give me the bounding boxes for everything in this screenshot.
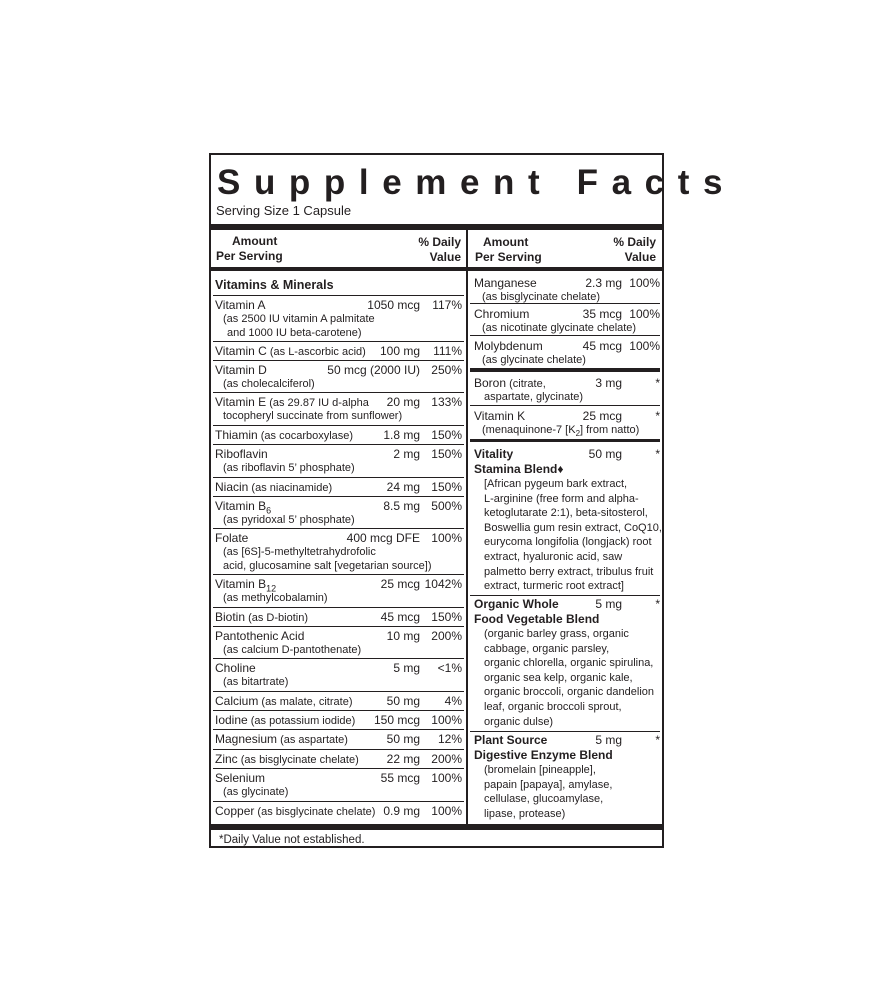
nutrient-name [215,610,308,625]
nutrient-name [215,752,359,767]
nutrient-name [215,531,248,545]
nutrient-source: (as bisglycinate chelate) [237,754,359,766]
blend-ingredient-line: organic broccoli, organic dandelion [484,686,654,699]
blend-row-organic [474,597,660,737]
nutrient-label: Riboflavin [215,447,268,461]
nutrient-detail: (as nicotinate glycinate chelate) [482,322,637,334]
nutrient-daily-value: 250% [431,363,462,377]
nutrient-daily-value: 100% [431,713,462,727]
nutrient-amount: 50 mcg (2000 IU) [327,363,420,377]
nutrient-name [474,307,529,321]
nutrient-label: Manganese [474,276,537,290]
blend-amount: 5 mg [595,733,622,747]
blend-title-line: Food Vegetable Blend [474,611,600,626]
right-dv-header [611,235,656,265]
nutrient-label: Vitamin C [215,344,267,358]
blend-ingredient-line: lipase, protease) [484,807,566,820]
nutrient-row-vite [215,395,462,425]
nutrient-amount: 10 mg [386,629,420,643]
panel-title: Supplement Facts [217,163,737,202]
blend-title [474,447,563,476]
left-amount-header [216,234,283,264]
blend-amount: 50 mg [588,447,622,461]
nutrient-source: (as malate, citrate) [258,696,353,708]
nutrient-daily-value: 200% [431,629,462,643]
blend-title-line: Plant Source [474,733,548,747]
nutrient-amount: 2 mg [393,447,420,461]
nutrient-row-panto [215,629,462,659]
nutrient-name [474,339,543,353]
column-divider [466,230,468,827]
nutrient-amount: 100 mg [379,344,420,358]
nutrient-row-vita [215,298,462,339]
nutrient-amount: 1.8 mg [383,428,420,442]
serving-size: Serving Size 1 Capsule [216,203,352,218]
blend-ingredient-line: Boswellia gum resin extract, CoQ10, [484,521,662,534]
blend-ingredient-line: organic sea kelp, organic kale, [484,671,633,684]
nutrient-label: Vitamin B [215,577,267,591]
nutrient-name [215,298,265,312]
nutrient-source: (as cocarboxylase) [257,430,354,442]
nutrient-label: Calcium [215,694,259,708]
nutrient-source: (citrate, [506,378,546,390]
thick-divider-top [211,224,662,230]
nutrient-detail: (as bitartrate) [223,676,289,688]
nutrient-detail: aspartate, glycinate) [484,391,584,403]
thick-divider-bottom [211,824,662,830]
row-divider [213,425,464,426]
nutrient-daily-value: * [655,376,660,390]
blend-ingredient-line: ketoglutarate 2:1), beta-sitosterol, [484,507,648,520]
nutrient-detail [482,423,639,442]
nutrient-label: Folate [215,531,249,545]
row-divider [213,295,464,296]
nutrient-source: (as 29.87 IU d-alpha [266,397,369,409]
nutrient-detail: (as glycinate chelate) [482,354,586,366]
nutrient-label: Iodine [215,713,248,727]
nutrient-name [474,409,525,423]
row-divider [213,607,464,608]
row-divider [213,341,464,342]
nutrient-detail: (as [6S]-5-methyltetrahydrofolic [223,546,376,558]
nutrient-subscript: 12 [266,583,277,594]
nutrient-amount: 0.9 mg [383,804,420,818]
nutrient-amount: 45 mcg [380,610,420,624]
nutrient-daily-value: 100% [431,771,462,785]
nutrient-label: Thiamin [215,428,258,442]
nutrient-row-b6 [215,499,462,529]
blend-title [474,597,599,626]
nutrient-amount: 22 mg [386,752,420,766]
nutrient-detail: tocopheryl succinate from sunflower) [223,410,403,422]
nutrient-label: Boron [474,376,507,390]
nutrient-label: Vitamin A [215,298,266,312]
blend-ingredient-line: organic chlorella, organic spirulina, [484,657,654,670]
nutrient-row-choline [215,661,462,691]
nutrient-label: Niacin [215,480,249,494]
nutrient-detail: (as methylcobalamin) [223,592,328,604]
blend-ingredient-line: eurycoma longifolia (longjack) root [484,536,652,549]
nutrient-name [215,363,267,377]
nutrient-amount: 55 mcg [380,771,420,785]
nutrient-daily-value: 12% [437,732,462,746]
nutrient-amount: 3 mg [595,376,622,390]
nutrient-label: Vitamin B [215,499,267,513]
left-dv-header [416,235,461,265]
nutrient-name [474,376,546,391]
nutrient-row-vitd [215,363,462,393]
nutrient-label: Magnesium [215,732,278,746]
nutrient-daily-value: 117% [432,298,462,312]
blend-ingredient-line: (organic barley grass, organic [484,628,629,640]
blend-row-plant [474,733,660,873]
blend-title [474,733,613,762]
nutrient-detail: (as pyridoxal 5’ phosphate) [223,514,355,526]
nutrient-amount: 35 mcg [582,307,622,321]
nutrient-daily-value: 4% [444,694,462,708]
blend-ingredient-line: papain [papaya], amylase, [484,778,613,791]
header-text: Amount [483,235,529,249]
nutrient-name [215,395,369,410]
nutrient-amount: 1050 mcg [367,298,420,312]
nutrient-label: Selenium [215,771,266,785]
nutrient-label: Biotin [215,610,246,624]
nutrient-amount: 50 mg [386,732,420,746]
thick-divider-right [468,267,662,271]
nutrient-label: Vitamin E [215,395,267,409]
nutrient-amount: 20 mg [386,395,420,409]
nutrient-daily-value: 500% [431,499,462,513]
nutrient-label: Vitamin D [215,363,267,377]
nutrient-name [215,661,256,675]
section-title: Vitamins & Minerals [215,278,334,292]
nutrient-label: Choline [215,661,256,675]
nutrient-daily-value: 100% [629,307,660,321]
nutrient-source: (as aspartate) [277,734,348,746]
nutrient-daily-value: 100% [431,531,462,545]
header-text: % Daily [613,235,656,249]
nutrient-daily-value: 1042% [424,577,462,591]
nutrient-label: Copper [215,804,255,818]
blend-ingredient-line: palmetto berry extract, tribulus fruit [484,565,654,578]
nutrient-amount: 8.5 mg [383,499,420,513]
nutrient-amount: 150 mcg [373,713,420,727]
nutrient-name [215,480,332,495]
nutrient-subscript: 6 [266,505,272,516]
nutrient-name [215,732,348,747]
nutrient-row-riboflavin [215,447,462,477]
nutrient-row-selenium [215,771,462,801]
nutrient-name [215,694,352,709]
nutrient-label: Molybdenum [474,339,543,353]
nutrient-row-b12 [215,577,462,607]
nutrient-daily-value: 150% [431,610,462,624]
nutrient-detail: and 1000 IU beta-carotene) [227,326,362,339]
nutrient-source: (as L-ascorbic acid) [266,346,366,358]
nutrient-name [474,276,537,290]
row-divider [213,691,464,692]
blend-row-vitality [474,447,662,593]
nutrient-daily-value: <1% [437,661,462,675]
nutrient-amount: 25 mcg [582,409,622,423]
nutrient-label: Vitamin K [474,409,526,423]
thick-divider-left [211,267,466,271]
nutrient-amount: 25 mcg [380,577,420,591]
blend-ingredient-line: L-arginine (free form and alpha- [484,492,639,505]
nutrient-row-chromium [474,307,660,337]
nutrient-source: (as D-biotin) [245,612,308,624]
row-divider [213,801,464,802]
blend-ingredient-line: organic dulse) [484,715,554,728]
nutrient-daily-value: 200% [431,752,462,766]
right-amount-header [475,235,542,265]
nutrient-row-manganese [474,276,660,306]
nutrient-detail: (as 2500 IU vitamin A palmitate [223,313,375,325]
header-text: Per Serving [475,250,542,264]
nutrient-name [215,447,268,461]
header-text: Per Serving [216,249,283,263]
blend-ingredient-line: [African pygeum bark extract, [484,478,628,490]
row-divider [213,574,464,575]
detail-text: ] from natto) [580,424,640,436]
nutrient-source: (as potassium iodide) [247,715,356,727]
detail-text: (menaquinone-7 [K [482,424,576,436]
nutrient-amount: 50 mg [386,694,420,708]
nutrient-name [215,629,304,643]
nutrient-daily-value: 133% [431,395,462,409]
blend-title-line: Stamina Blend♦ [474,461,564,476]
nutrient-daily-value: 100% [629,276,660,290]
nutrient-row-vitk [474,409,660,439]
nutrient-source: (as niacinamide) [248,482,333,494]
blend-title-line: Organic Whole [474,597,559,611]
nutrient-amount: 400 mcg DFE [346,531,420,545]
blend-title-line: Vitality [474,447,514,461]
blend-amount: 5 mg [595,597,622,611]
nutrient-amount: 45 mcg [582,339,622,353]
blend-ingredient-line: leaf, organic broccoli sprout, [484,701,622,713]
nutrient-label: Zinc [215,752,238,766]
nutrient-daily-value: 150% [431,480,462,494]
nutrient-daily-value: 100% [629,339,660,353]
nutrient-amount: 2.3 mg [585,276,622,290]
blend-daily-value: * [655,447,660,461]
header-text: Amount [232,234,278,248]
footnote: *Daily Value not established. [219,834,365,846]
nutrient-amount: 5 mg [393,661,420,675]
nutrient-detail: (as calcium D-pantothenate) [223,644,362,656]
nutrient-daily-value: 150% [431,447,462,461]
blend-ingredient-line: extract, turmeric root extract] [484,580,624,593]
detail-subscript: 2 [575,429,581,439]
nutrient-name [215,428,353,443]
blend-title-line: Digestive Enzyme Blend [474,747,613,762]
blend-ingredient-line: (bromelain [pineapple], [484,764,596,776]
blend-daily-value: * [655,597,660,611]
nutrient-detail: (as bisglycinate chelate) [482,291,601,303]
nutrient-row-folate [215,531,462,572]
blend-daily-value: * [655,733,660,747]
blend-ingredient-line: extract, hyaluronic acid, saw [484,551,623,563]
nutrient-daily-value: 100% [431,804,462,818]
nutrient-name [215,804,375,819]
nutrient-daily-value: 150% [431,428,462,442]
header-text: % Daily [418,235,461,249]
blend-ingredient-line: cellulase, glucoamylase, [484,793,604,806]
nutrient-label: Pantothenic Acid [215,629,305,643]
nutrient-detail: (as riboflavin 5’ phosphate) [223,462,355,474]
nutrient-label: Chromium [474,307,530,321]
nutrient-amount: 24 mg [386,480,420,494]
nutrient-name [215,771,265,785]
header-text: Value [624,250,656,264]
row-divider [213,477,464,478]
supplement-facts-panel [209,153,737,848]
blend-ingredient-line: cabbage, organic parsley, [484,642,610,655]
nutrient-name [215,344,366,359]
nutrient-detail: (as cholecalciferol) [223,378,315,390]
header-text: Value [429,250,461,264]
nutrient-detail: acid, glucosamine salt [vegetarian source]) [223,559,432,572]
nutrient-source: (as bisglycinate chelate) [254,806,376,818]
nutrient-name [215,713,355,728]
row-divider [470,595,660,596]
nutrient-row-boron [474,376,660,406]
nutrient-row-molybdenum [474,339,660,369]
nutrient-detail: (as glycinate) [223,786,289,798]
nutrient-daily-value: 111% [433,344,462,358]
nutrient-daily-value: * [655,409,660,423]
